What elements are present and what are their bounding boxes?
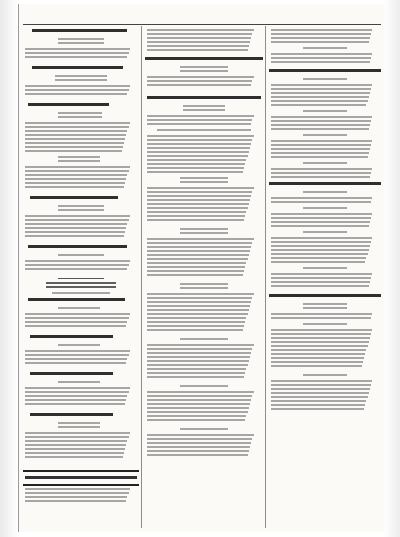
- text-line: [58, 209, 104, 211]
- text-line: [25, 56, 127, 58]
- text-line: [271, 29, 372, 31]
- text-line: [271, 392, 368, 394]
- text-line: [147, 317, 246, 319]
- text-line: [147, 143, 251, 145]
- text-line: [303, 78, 348, 80]
- text-line: [25, 264, 128, 266]
- text-line: [271, 96, 368, 98]
- text-line: [25, 354, 128, 356]
- text-line: [180, 177, 227, 179]
- text-line: [58, 344, 100, 346]
- text-line: [147, 187, 253, 189]
- text-line: [147, 364, 247, 366]
- text-line: [147, 368, 246, 370]
- text-line: [25, 219, 128, 221]
- text-line: [147, 438, 252, 440]
- text-line: [271, 388, 370, 390]
- text-line: [180, 385, 227, 387]
- text-line: [271, 124, 370, 126]
- text-line: [180, 283, 227, 285]
- text-line: [147, 37, 251, 39]
- text-line: [147, 270, 244, 272]
- text-line: [180, 232, 227, 234]
- column-rule-1: [141, 26, 142, 528]
- text-line: [147, 403, 250, 405]
- text-line: [58, 422, 100, 424]
- text-line: [58, 254, 104, 256]
- text-line: [147, 450, 248, 452]
- text-line: [271, 281, 370, 283]
- text-line: [147, 215, 245, 217]
- text-line: [25, 150, 121, 152]
- text-line: [25, 174, 127, 176]
- text-line: [303, 191, 348, 193]
- text-line: [271, 92, 370, 94]
- text-line: [271, 144, 371, 146]
- text-line: [25, 325, 126, 327]
- text-line: [147, 305, 250, 307]
- text-line: [147, 41, 250, 43]
- text-line: [25, 391, 128, 393]
- text-line: [271, 408, 364, 410]
- text-line: [147, 407, 248, 409]
- text-line: [271, 41, 368, 43]
- scan-gutter-right: [384, 0, 400, 537]
- text-line: [147, 372, 245, 374]
- text-line: [25, 448, 125, 450]
- text-line: [25, 399, 126, 401]
- text-line: [271, 245, 370, 247]
- text-line: [25, 215, 129, 217]
- text-line: [147, 262, 246, 264]
- page-header: [23, 11, 381, 25]
- text-line: [58, 307, 100, 309]
- text-line: [303, 307, 348, 309]
- text-line: [147, 246, 251, 248]
- text-line: [25, 231, 125, 233]
- text-line: [25, 395, 127, 397]
- text-line: [147, 147, 250, 149]
- text-line: [25, 444, 126, 446]
- text-line: [25, 362, 126, 364]
- text-line: [180, 428, 227, 430]
- text-line: [271, 261, 365, 263]
- text-line: [58, 38, 104, 40]
- text-line: [271, 148, 370, 150]
- text-line: [147, 376, 244, 378]
- text-line: [25, 134, 126, 136]
- text-line: [147, 163, 245, 165]
- section-heading: [30, 335, 114, 338]
- text-line: [25, 170, 128, 172]
- text-line: [52, 292, 110, 294]
- text-line: [147, 434, 253, 436]
- text-line: [25, 122, 129, 124]
- text-line: [271, 337, 370, 339]
- text-line: [303, 207, 348, 209]
- text-line: [147, 151, 248, 153]
- text-line: [147, 313, 247, 315]
- text-line: [271, 380, 372, 382]
- column-rule-2: [265, 26, 266, 528]
- text-line: [147, 254, 248, 256]
- text-line: [271, 57, 371, 59]
- text-line: [271, 37, 370, 39]
- text-line: [25, 89, 128, 91]
- text-line: [58, 156, 100, 158]
- text-line: [147, 191, 252, 193]
- text-line: [303, 374, 348, 376]
- text-line: [25, 146, 122, 148]
- text-line: [183, 105, 225, 107]
- text-line: [303, 323, 348, 325]
- text-line: [303, 231, 348, 233]
- text-line: [271, 225, 368, 227]
- text-line: [271, 152, 368, 154]
- text-line: [147, 119, 252, 121]
- text-line: [271, 33, 371, 35]
- text-line: [271, 404, 365, 406]
- text-line: [58, 160, 100, 162]
- text-line: [147, 80, 252, 82]
- text-line: [147, 411, 247, 413]
- text-line: [147, 167, 244, 169]
- text-line: [147, 442, 251, 444]
- text-line: [147, 297, 252, 299]
- text-line: [25, 488, 129, 490]
- text-line: [58, 381, 100, 383]
- text-line: [25, 452, 124, 454]
- text-line: [25, 142, 124, 144]
- section-heading: [269, 69, 381, 72]
- newspaper-page: [18, 4, 385, 532]
- text-line: [180, 338, 227, 340]
- section-heading: [145, 57, 263, 60]
- text-line: [271, 176, 370, 178]
- text-line: [25, 403, 125, 405]
- text-line: [147, 45, 248, 47]
- section-heading: [269, 182, 381, 185]
- text-line: [25, 321, 127, 323]
- text-line: [303, 303, 348, 305]
- text-line: [271, 361, 363, 363]
- text-line: [271, 172, 371, 174]
- text-line: [147, 454, 247, 456]
- text-line: [147, 49, 247, 51]
- text-line: [25, 436, 128, 438]
- text-line: [25, 166, 129, 168]
- text-line: [25, 85, 129, 87]
- text-line: [58, 205, 104, 207]
- text-line: [271, 84, 372, 86]
- text-line: [271, 357, 364, 359]
- text-line: [303, 47, 348, 49]
- text-line: [25, 223, 127, 225]
- text-line: [25, 500, 126, 502]
- text-line: [58, 42, 104, 44]
- text-line: [25, 48, 129, 50]
- text-line: [271, 237, 372, 239]
- text-line: [147, 139, 252, 141]
- text-line: [271, 249, 368, 251]
- text-line: [271, 128, 368, 130]
- section-heading: [28, 245, 128, 248]
- text-line: [271, 241, 371, 243]
- text-line: [25, 387, 129, 389]
- text-line: [271, 317, 371, 319]
- text-line: [180, 70, 227, 72]
- text-line: [55, 79, 106, 81]
- text-line: [147, 446, 250, 448]
- text-line: [271, 217, 371, 219]
- text-line: [180, 181, 227, 183]
- text-line: [25, 130, 127, 132]
- text-line: [147, 399, 251, 401]
- text-line: [147, 76, 253, 78]
- text-line: [271, 104, 366, 106]
- text-line: [183, 109, 225, 111]
- text-line: [147, 115, 253, 117]
- text-line: [180, 287, 227, 289]
- text-line: [147, 360, 248, 362]
- text-line: [271, 400, 366, 402]
- text-line: [271, 100, 367, 102]
- column-left: [23, 26, 139, 528]
- text-line: [147, 309, 248, 311]
- text-line: [303, 134, 348, 136]
- text-line: [271, 156, 367, 158]
- text-line: [25, 313, 129, 315]
- text-line: [147, 329, 243, 331]
- text-line: [271, 396, 367, 398]
- text-line: [25, 432, 129, 434]
- text-line: [147, 301, 251, 303]
- text-line: [271, 384, 371, 386]
- text-line: [147, 207, 247, 209]
- scan-gutter-left: [0, 0, 18, 537]
- text-line: [147, 123, 251, 125]
- text-line: [25, 52, 128, 54]
- text-line: [147, 203, 248, 205]
- text-line: [147, 135, 253, 137]
- text-line: [271, 213, 372, 215]
- text-line: [147, 219, 244, 221]
- text-line: [147, 155, 247, 157]
- text-line: [147, 250, 250, 252]
- text-line: [271, 53, 372, 55]
- text-line: [25, 440, 127, 442]
- text-line: [147, 33, 252, 35]
- text-line: [271, 341, 368, 343]
- text-line: [157, 129, 251, 131]
- text-line: [147, 325, 244, 327]
- section-heading: [28, 103, 109, 106]
- text-line: [147, 195, 251, 197]
- text-line: [271, 201, 371, 203]
- text-line: [25, 178, 126, 180]
- section-heading: [147, 96, 260, 99]
- text-line: [147, 199, 250, 201]
- text-line: [25, 138, 125, 140]
- text-line: [271, 221, 370, 223]
- text-line: [271, 285, 368, 287]
- column-middle: [145, 26, 263, 528]
- framed-notice: [23, 470, 139, 486]
- text-line: [25, 317, 128, 319]
- text-line: [58, 426, 100, 428]
- text-line: [147, 344, 253, 346]
- text-line: [271, 61, 370, 63]
- text-line: [147, 238, 253, 240]
- text-line: [147, 395, 252, 397]
- section-heading: [30, 413, 114, 416]
- text-line: [147, 29, 253, 31]
- text-line: [271, 345, 367, 347]
- text-line: [303, 110, 348, 112]
- text-line: [271, 353, 365, 355]
- text-line: [25, 235, 124, 237]
- text-line: [147, 293, 253, 295]
- text-line: [147, 356, 250, 358]
- text-line: [147, 352, 251, 354]
- section-heading: [28, 298, 125, 301]
- text-line: [303, 267, 348, 269]
- section-heading: [30, 196, 118, 199]
- text-line: [271, 140, 372, 142]
- text-line: [271, 120, 371, 122]
- section-divider: [58, 278, 104, 279]
- text-line: [271, 329, 372, 331]
- text-line: [25, 260, 129, 262]
- text-line: [25, 227, 126, 229]
- text-line: [25, 268, 127, 270]
- text-line: [180, 66, 227, 68]
- text-line: [271, 273, 372, 275]
- text-line: [271, 168, 372, 170]
- text-line: [147, 211, 246, 213]
- text-line: [25, 126, 128, 128]
- text-line: [271, 253, 367, 255]
- section-heading: [269, 294, 381, 297]
- text-line: [25, 182, 125, 184]
- text-line: [303, 162, 348, 164]
- text-line: [271, 277, 371, 279]
- text-line: [271, 365, 362, 367]
- text-line: [147, 266, 245, 268]
- text-line: [46, 286, 116, 288]
- text-line: [271, 313, 372, 315]
- text-line: [180, 228, 227, 230]
- text-line: [271, 333, 371, 335]
- text-line: [147, 348, 252, 350]
- text-line: [147, 258, 247, 260]
- text-line: [25, 350, 129, 352]
- text-line: [25, 93, 127, 95]
- text-line: [55, 75, 106, 77]
- text-line: [25, 496, 127, 498]
- text-line: [25, 186, 124, 188]
- text-line: [271, 257, 366, 259]
- text-line: [147, 159, 246, 161]
- text-line: [46, 282, 116, 284]
- text-line: [147, 419, 245, 421]
- text-line: [271, 88, 371, 90]
- text-line: [147, 274, 243, 276]
- text-line: [25, 358, 127, 360]
- section-heading: [32, 29, 127, 32]
- section-heading: [32, 66, 122, 69]
- text-line: [271, 349, 366, 351]
- text-line: [147, 171, 243, 173]
- text-line: [147, 391, 253, 393]
- text-line: [25, 492, 128, 494]
- column-right: [269, 26, 381, 528]
- text-line: [271, 116, 372, 118]
- section-heading: [30, 372, 114, 375]
- text-line: [147, 84, 251, 86]
- text-line: [25, 456, 122, 458]
- text-line: [58, 112, 102, 114]
- text-line: [147, 415, 246, 417]
- text-line: [147, 321, 245, 323]
- text-line: [147, 242, 252, 244]
- text-line: [271, 197, 372, 199]
- text-line: [58, 116, 102, 118]
